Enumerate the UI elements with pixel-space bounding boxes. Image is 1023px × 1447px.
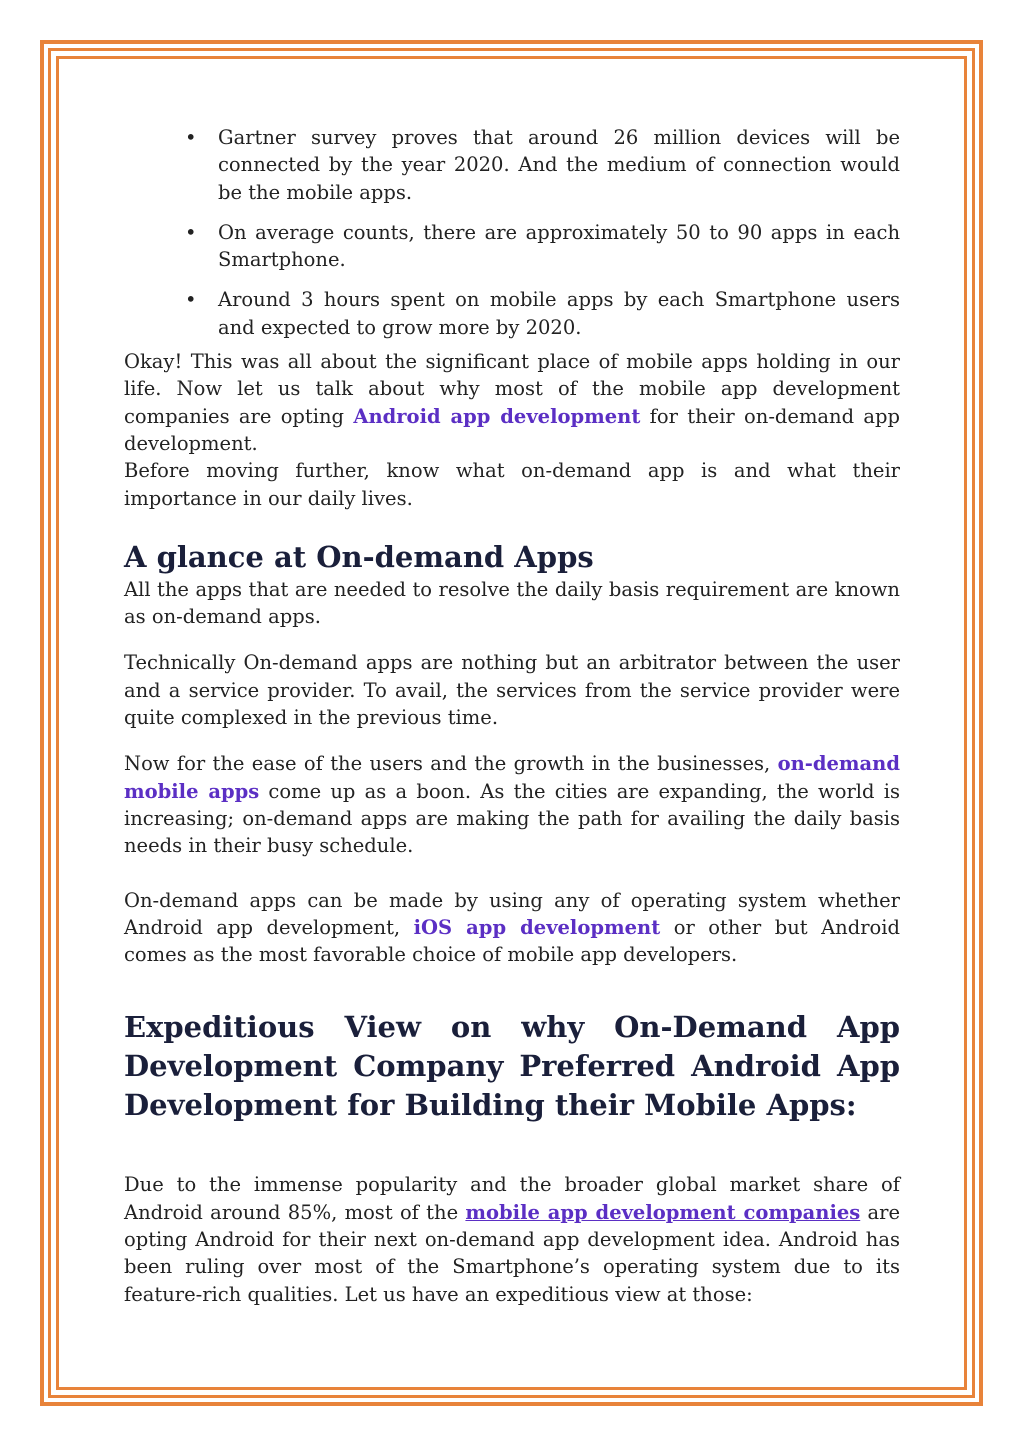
bullet-item: • Around 3 hours spent on mobile apps by each Smartphone users and expected to grow more by 2020.: [185, 288, 900, 339]
bullet-item: • Gartner survey proves that around 26 million devices will be connected by the year 2020. And the medium of connection would be the mobile apps.: [185, 126, 900, 204]
intro-paragraph-2: Before moving further, know what on-demand app is and what their importance in our daily lives.: [124, 459, 900, 510]
bullet-dot: •: [185, 288, 197, 312]
document-body: [124, 124, 900, 1308]
bullet-dot: •: [185, 220, 197, 244]
ios-app-development-link[interactable]: iOS app development: [413, 915, 661, 939]
paragraph: Due to the immense popularity and the broader global market share of Android around 85%, most of the mobile app development companies are opting Android for their next on-demand app development idea. Android has been ruling over most of the Smartphone’s operating system due to its feature-rich qualities. Let us have an expeditious view at those:: [124, 1173, 901, 1306]
section-heading-expeditious: Expeditious View on why On-Demand App Development Company Preferred Android App Development for Building their Mobile Apps:: [124, 1010, 900, 1123]
paragraph: On-demand apps can be made by using any of operating system whether Android app development, iOS app development or other but Android comes as the most favorable choice of mobile app developers.: [124, 888, 900, 967]
android-app-development-link[interactable]: Android app development: [353, 404, 641, 428]
paragraph: All the apps that are needed to resolve the daily basis requirement are known as on-demand apps.: [124, 577, 900, 629]
paragraph: Technically On-demand apps are nothing but an arbitrator between the user and a service provider. To avail, the services from the service provider were quite complexed in the previous time.: [124, 651, 900, 730]
intro-paragraph: Okay! This was all about the significant place of mobile apps holding in our life. Now let us talk about why most of the mobile app development companies are opting Android app development for their on-demand app development.: [124, 350, 900, 455]
paragraph: Now for the ease of the users and the growth in the businesses, on-demand mobile apps come up as a boon. As the cities are expanding, the world is increasing; on-demand apps are making the path for availing the daily basis needs in their busy schedule.: [124, 752, 900, 858]
section-heading-glance: A glance at On-demand Apps: [124, 539, 594, 574]
stats-bullet-list: [124, 124, 900, 341]
bullet-item: • On average counts, there are approximately 50 to 90 apps in each Smartphone.: [185, 220, 900, 272]
bullet-dot: •: [185, 126, 197, 149]
mobile-app-development-companies-link[interactable]: mobile app development companies: [465, 1200, 861, 1224]
on-demand-mobile-apps-link[interactable]: on-demand mobile apps: [124, 752, 900, 803]
